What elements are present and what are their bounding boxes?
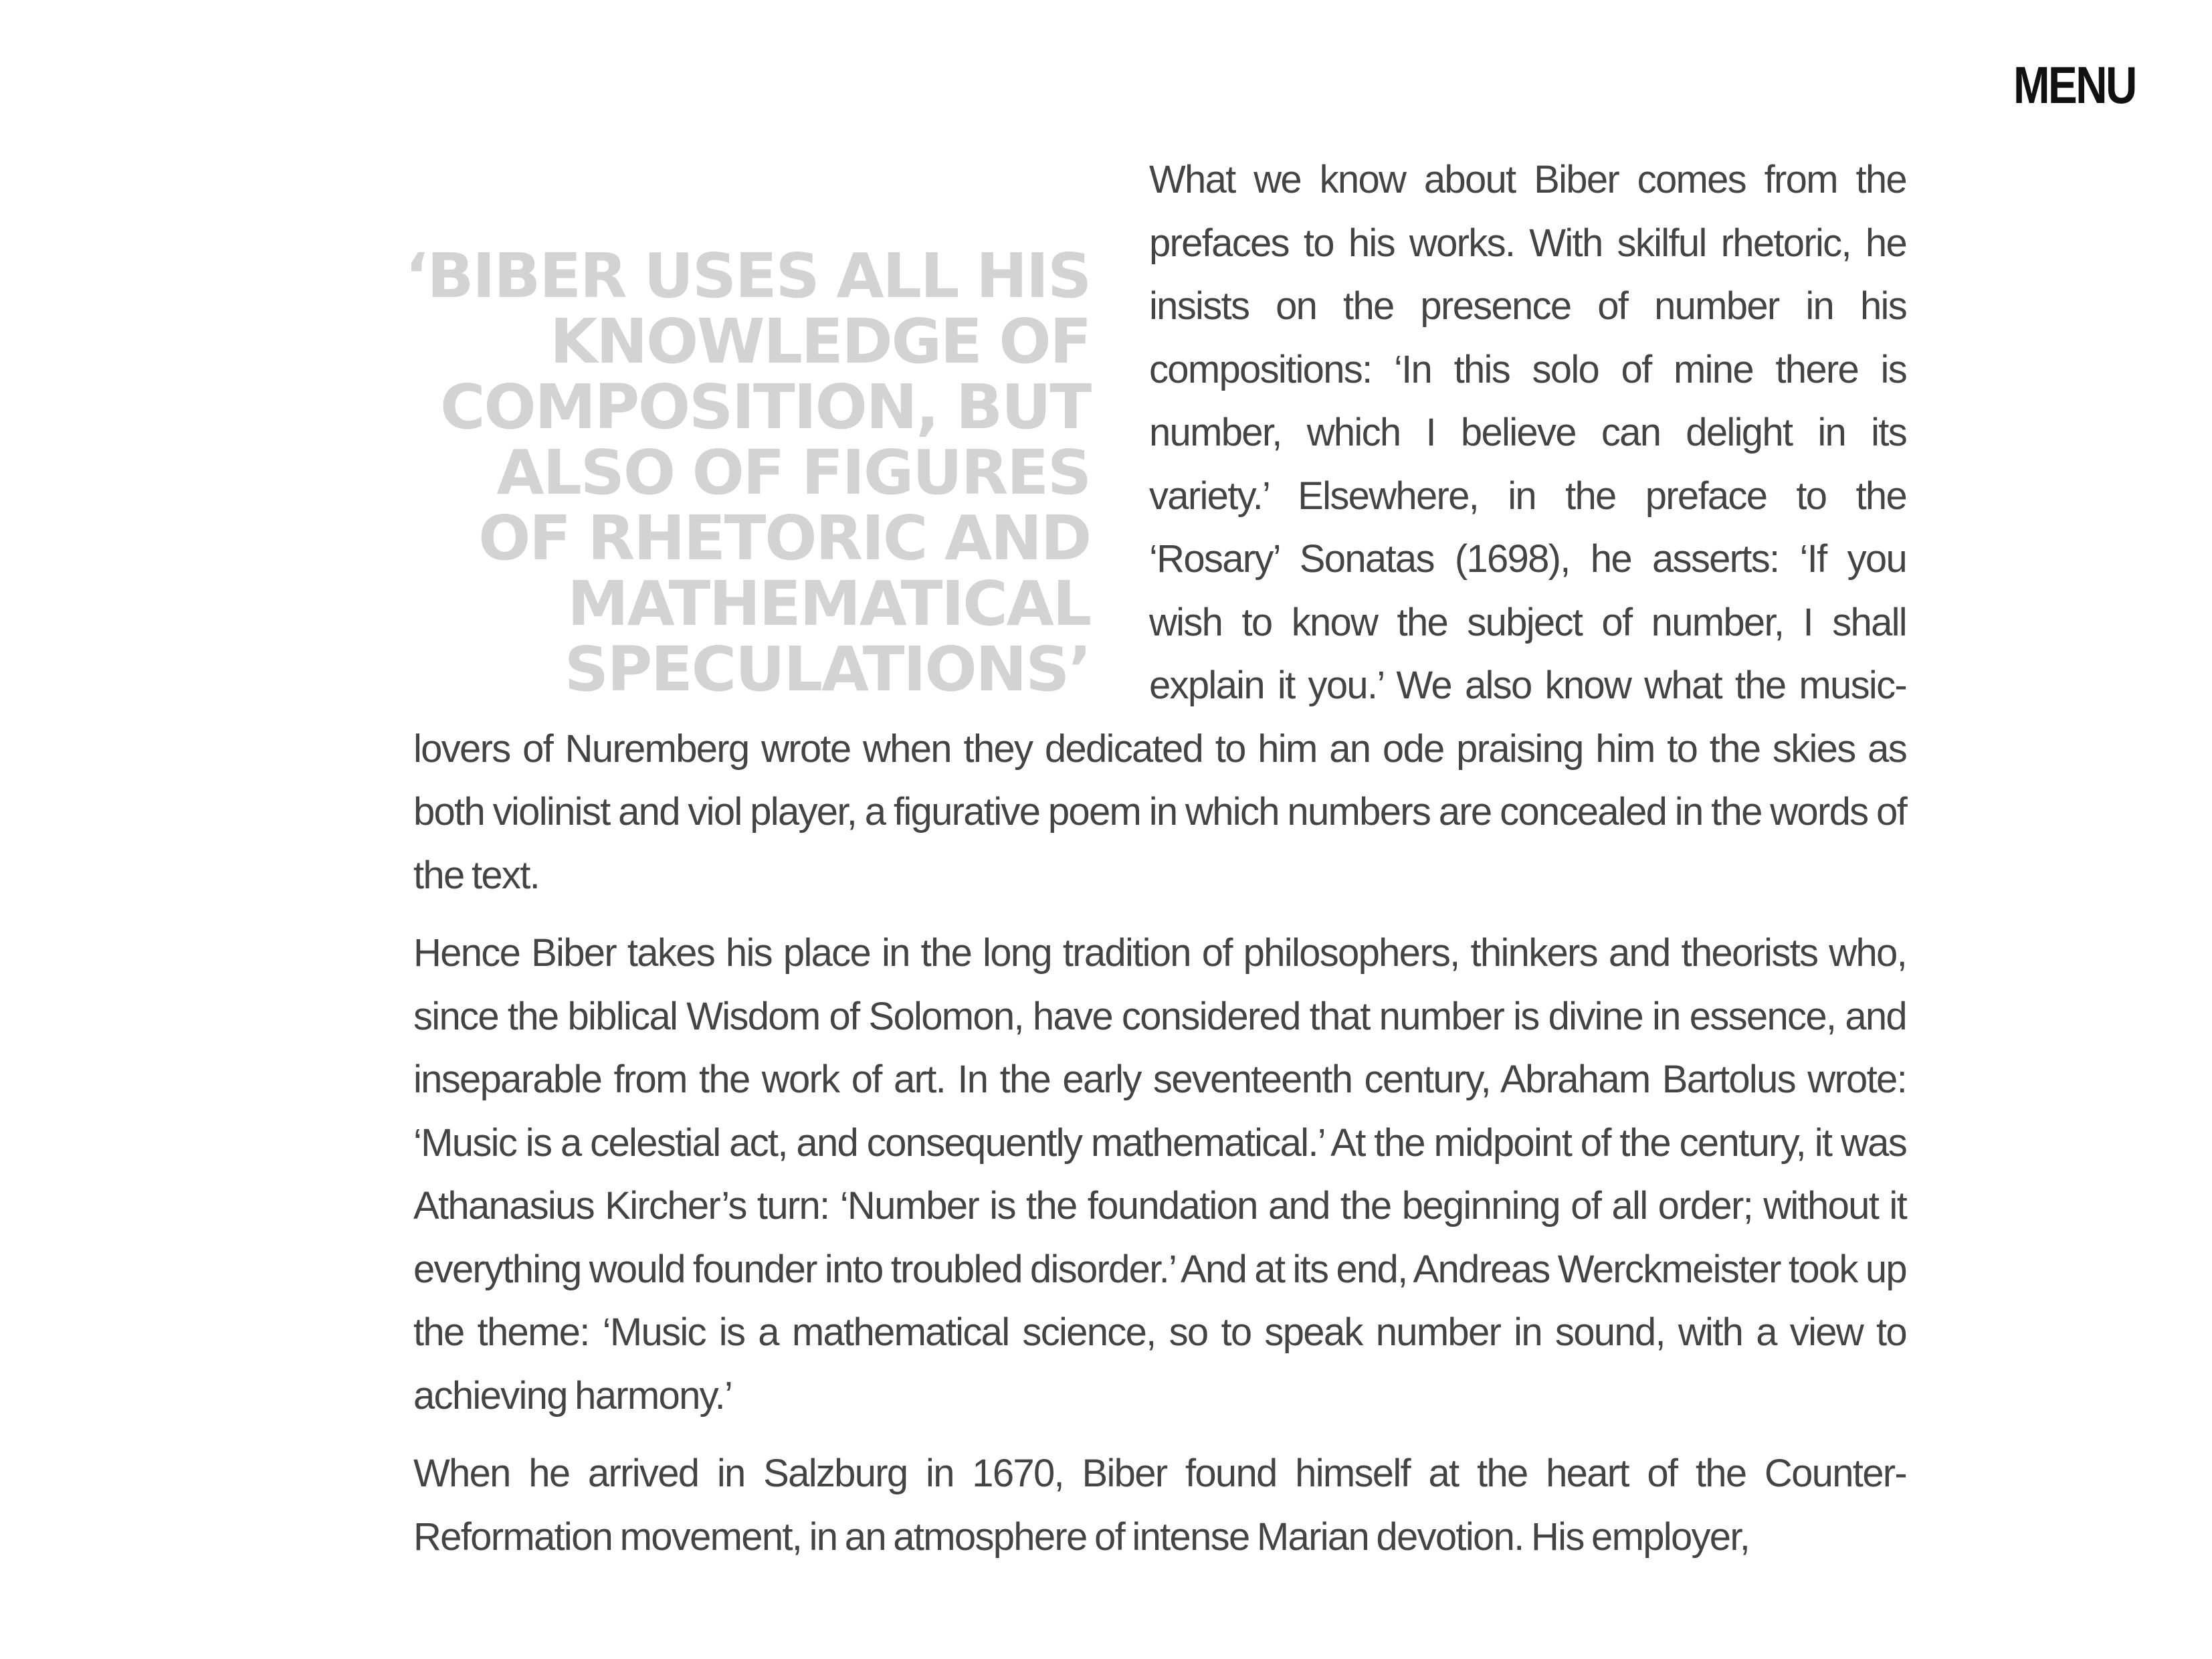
article-paragraph-1 (405, 149, 1906, 907)
article-paragraph-2: Hence Biber takes his place in the long tradition of philosophers, thinkers and theorists who, since the biblical Wisdom of Solomon, have considered that number is divine in essence, and inseparable from the work of art. In the early seventeenth century, Abraham Bartolus wrote: ‘Music is a celestial act, and consequently mathematical.’ At the midpoint of the century, it was Athanasius Kircher’s turn: ‘Number is the foundation and the beginning of all order; without it everything would founder into troubled disorder.’ And at its end, Andreas Werckmeister took up the theme: ‘Music is a mathematical science, so to speak number in sound, with a view to achieving harmony.’ (413, 931, 1906, 1418)
pull-quote: ‘BIBER USES ALL HIS KNOWLEDGE OF COMPOSITION, BUT ALSO OF FIGURES OF RHETORIC AND MATHEMATICAL SPECULATIONS’ (405, 240, 1090, 705)
paragraph-1-text: What we know about Biber comes from the prefaces to his works. With skilful rhetoric, he insists on the presence of number in his compositions: ‘In this solo of mine there is number, which I believe can delight in its variety.’ Elsewhere, in the preface to the ‘Rosary’ Sonatas (1698), he asserts: ‘If you wish to know the subject of number, I shall explain it you.’ We also know what the music-lovers of Nuremberg wrote when they dedicated to him an ode praising him to the skies as both violinist and viol player, a figurative poem in which numbers are concealed in the words of the text. (413, 158, 1906, 897)
menu-button[interactable]: MENU (2013, 56, 2136, 114)
article-paragraph-3: When he arrived in Salzburg in 1670, Biber found himself at the heart of the Counter-Reformation movement, in an atmosphere of intense Marian devotion. His employer, (413, 1452, 1906, 1559)
article-body (405, 0, 1906, 1569)
